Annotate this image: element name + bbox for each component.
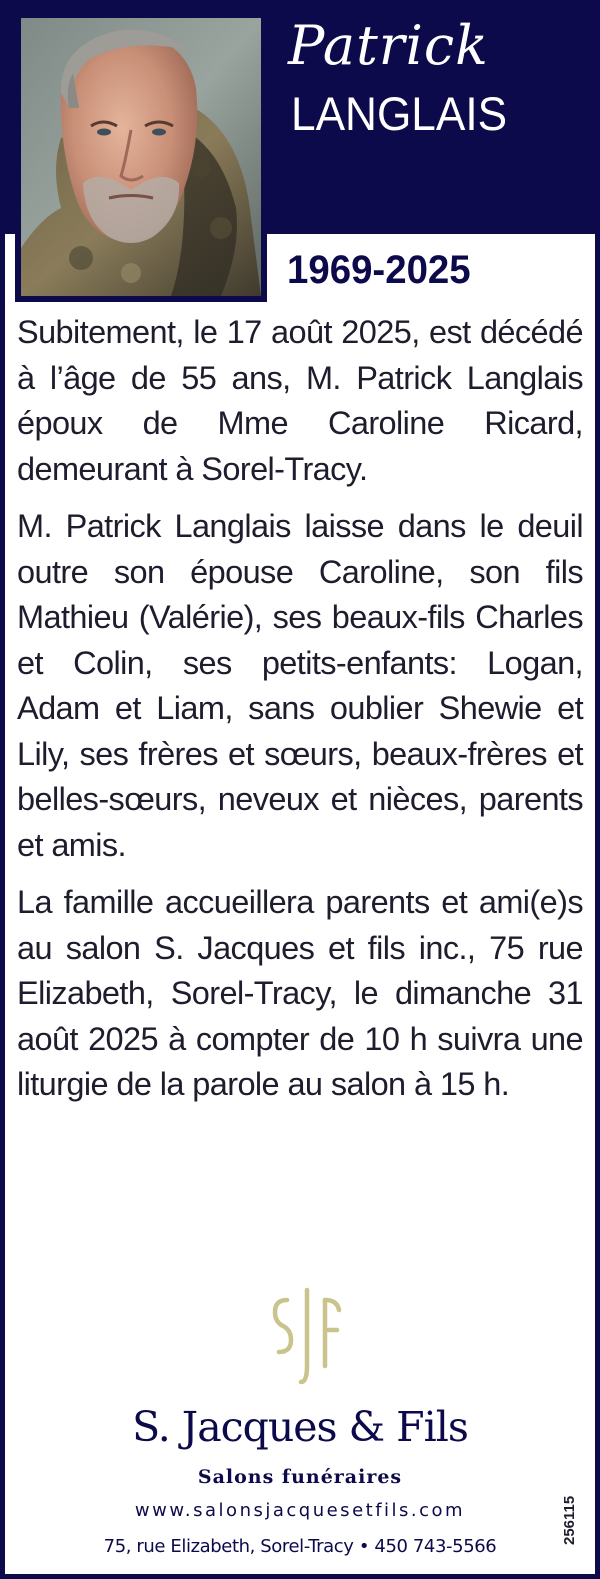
funeral-home-address: 75, rue Elizabeth, Sorel-Tracy • 450 743-5566 bbox=[103, 1536, 497, 1557]
notice-paragraph-visitation: La famille accueillera parents et ami(e)s au salon S. Jacques et fils inc., 75 rue Elizabeth, Sorel-Tracy, le dimanche 31 août 2025 à compter de 10 h suivra une liturgie de la parole au salon à 15 h. bbox=[17, 884, 583, 1102]
notice-paragraph-death: Subitement, le 17 août 2025, est décédé à l’âge de 55 ans, M. Patrick Langlais époux de Mme Caroline Ricard, demeurant à Sorel-Tracy. bbox=[17, 314, 583, 487]
funeral-home-subtitle: Salons funéraires bbox=[197, 1466, 403, 1488]
notice-body bbox=[17, 310, 583, 1120]
first-name: Patrick bbox=[288, 14, 489, 77]
funeral-home-website: www.salonsjacquesetfils.com bbox=[134, 1500, 466, 1521]
funeral-home-name: S. Jacques & Fils bbox=[132, 1403, 468, 1451]
notice-paragraph-family: M. Patrick Langlais laisse dans le deuil outre son épouse Caroline, son fils Mathieu (Valérie), ses beaux-fils Charles et Colin, ses petits-enfants: Logan, Adam et Liam, sans oublier Shewie et Lily, ses frères et sœurs, beaux-frères et belles-sœurs, neveux et nièces, parents et amis. bbox=[17, 508, 583, 863]
portrait-frame bbox=[15, 12, 267, 302]
sjf-monogram-icon bbox=[267, 1282, 347, 1392]
portrait-photo bbox=[21, 18, 261, 296]
reference-code: 256115 bbox=[561, 1495, 578, 1545]
last-name: LANGLAIS bbox=[291, 87, 508, 140]
life-years: 1969-2025 bbox=[287, 248, 471, 292]
